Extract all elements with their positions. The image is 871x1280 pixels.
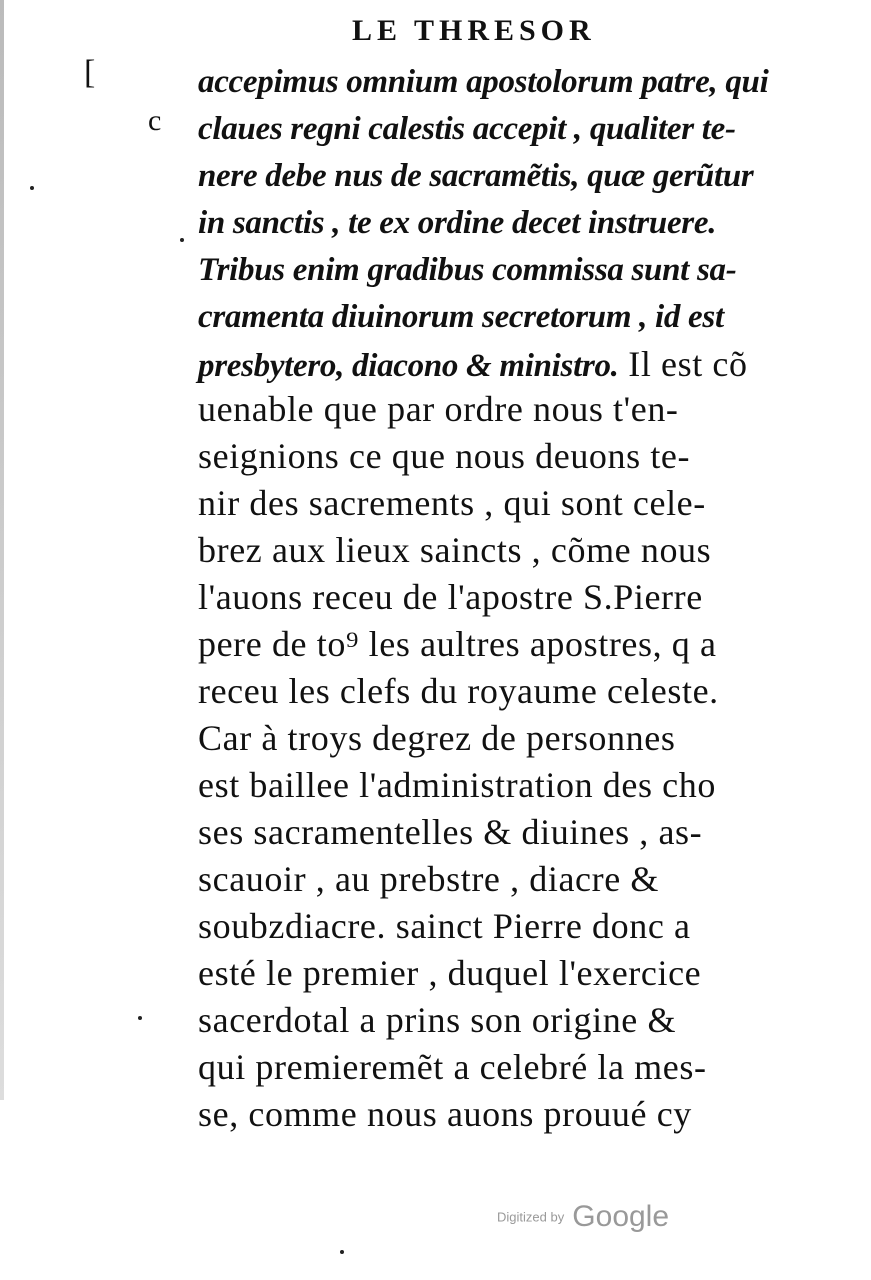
text-line-french: scauoir , au prebstre , diacre &	[198, 859, 660, 899]
text-line-french: nir des sacrements , qui sont cele-	[198, 483, 706, 523]
text-line-latin: Tribus enim gradibus commissa sunt sa-	[198, 252, 737, 288]
text-line-latin: claues regni calestis accepit , qualiter te-	[198, 111, 736, 147]
text-line-french: receu les clefs du royaume celeste.	[198, 671, 719, 711]
text-line-french: sacerdotal a prins son origine &	[198, 1000, 677, 1040]
text-line-french: qui premieremẽt a celebré la mes-	[198, 1047, 707, 1087]
text-line-french: uenable que par ordre nous t'en-	[198, 389, 679, 429]
text-line-latin: cramenta diuinorum secretorum , id est	[198, 299, 724, 335]
margin-bracket: [	[84, 54, 96, 91]
running-title: LE THRESOR	[352, 14, 596, 47]
ink-speck	[138, 1016, 142, 1020]
text-line-french: esté le premier , duquel l'exercice	[198, 953, 702, 993]
text-line-french: est baillee l'administration des cho	[198, 765, 716, 805]
text-line-latin: in sanctis , te ex ordine decet instruere.	[198, 205, 717, 241]
ink-speck	[30, 186, 34, 190]
text-line-latin: nere debe nus de sacramẽtis, quæ gerũtur	[198, 158, 754, 194]
text-line-mixed	[198, 343, 748, 385]
mixed-french-part: Il est cõ	[618, 344, 748, 384]
digitized-label: Digitized by	[497, 1209, 565, 1225]
google-brand: Google	[572, 1200, 670, 1233]
text-line-french: se, comme nous auons prouué cy	[198, 1094, 692, 1134]
margin-letter: c	[148, 104, 162, 137]
text-line-french: brez aux lieux saincts , cõme nous	[198, 530, 712, 570]
ink-speck	[180, 238, 184, 242]
text-line-french: Car à troys degrez de personnes	[198, 718, 676, 758]
text-line-french: ses sacramentelles & diuines , as-	[198, 812, 703, 852]
text-line-french: pere de to⁹ les aultres apostres, q a	[198, 624, 717, 664]
text-line-french: soubzdiacre. sainct Pierre donc a	[198, 906, 691, 946]
text-line-french: l'auons receu de l'apostre S.Pierre	[198, 577, 703, 617]
page-edge-shadow	[0, 0, 4, 1100]
digitized-by-watermark	[497, 1200, 669, 1234]
text-line-latin: accepimus omnium apostolorum patre, qui	[198, 64, 769, 100]
text-line-french: seignions ce que nous deuons te-	[198, 436, 691, 476]
mixed-latin-part: presbytero, diacono & ministro.	[198, 348, 619, 384]
ink-speck	[340, 1250, 344, 1254]
